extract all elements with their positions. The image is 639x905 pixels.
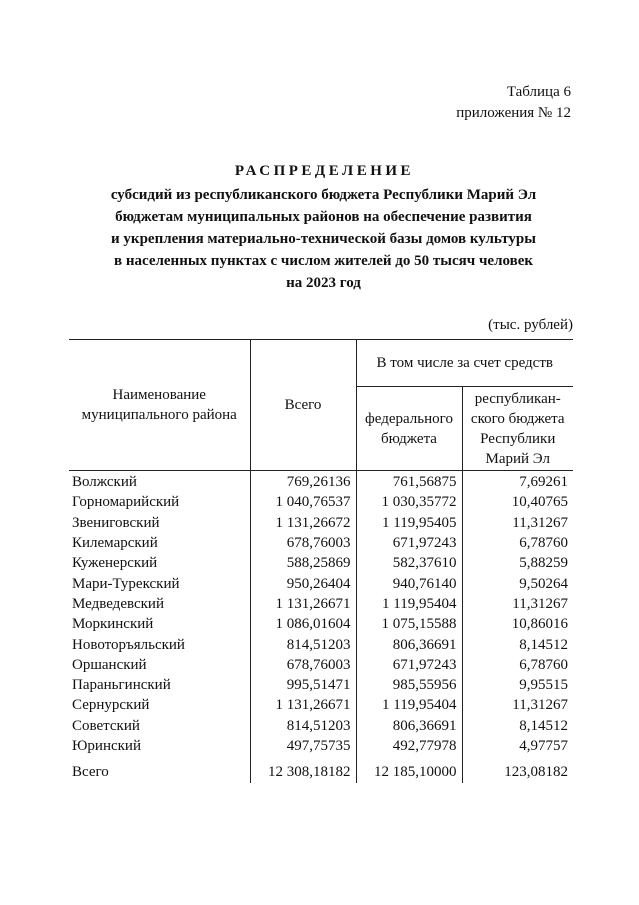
document-subtitle <box>8 184 639 294</box>
subsidy-table <box>69 339 573 783</box>
appendix-number: приложения № 12 <box>456 105 571 121</box>
column-header-federal: федерального бюджета <box>356 387 462 471</box>
table-row <box>69 573 573 593</box>
table-row <box>69 513 573 533</box>
table-row <box>69 471 573 493</box>
row-name: Килемарский <box>72 535 158 552</box>
row-total: 1 040,76537 <box>250 492 356 512</box>
row-name: Новоторъяльский <box>72 636 185 653</box>
table-row <box>69 675 573 695</box>
row-federal: 582,37610 <box>356 553 462 573</box>
table-row <box>69 736 573 756</box>
row-federal: 806,36691 <box>356 634 462 654</box>
grand-total: 12 308,18182 <box>250 756 356 783</box>
column-header-total: Всего <box>250 340 356 471</box>
row-name: Сернурский <box>72 697 150 714</box>
row-federal: 1 075,15588 <box>356 614 462 634</box>
row-federal: 1 119,95405 <box>356 513 462 533</box>
row-name: Параньгинский <box>72 677 171 694</box>
row-total: 497,75735 <box>250 736 356 756</box>
units-label: (тыс. рублей) <box>488 317 573 333</box>
table-body <box>69 471 573 784</box>
table-header <box>69 340 573 471</box>
row-name: Оршанский <box>72 656 147 673</box>
table-row <box>69 716 573 736</box>
row-federal: 492,77978 <box>356 736 462 756</box>
row-total: 1 086,01604 <box>250 614 356 634</box>
row-name: Горномарийский <box>72 494 180 511</box>
subtitle-line: субсидий из республиканского бюджета Республики Марий Эл <box>110 187 537 203</box>
total-row <box>69 756 573 783</box>
table-row <box>69 492 573 512</box>
table-row <box>69 655 573 675</box>
column-header-group: В том числе за счет средств <box>356 340 573 387</box>
row-federal: 1 119,95404 <box>356 695 462 715</box>
row-federal: 1 030,35772 <box>356 492 462 512</box>
table-row <box>69 594 573 614</box>
subtitle-line: бюджетам муниципальных районов на обеспечение развития <box>115 209 532 225</box>
row-republic: 10,86016 <box>462 614 573 634</box>
row-federal: 671,97243 <box>356 655 462 675</box>
subtitle-line: в населенных пунктах с числом жителей до 50 тысяч человек <box>113 253 534 269</box>
row-total: 1 131,26672 <box>250 513 356 533</box>
subtitle-line: на 2023 год <box>286 275 361 291</box>
row-total: 1 131,26671 <box>250 594 356 614</box>
total-republic: 123,08182 <box>462 756 573 783</box>
row-federal: 761,56875 <box>356 471 462 493</box>
row-republic: 4,97757 <box>462 736 573 756</box>
total-federal: 12 185,10000 <box>356 756 462 783</box>
row-republic: 6,78760 <box>462 533 573 553</box>
column-header-name: Наименование муниципального района <box>69 340 250 471</box>
row-federal: 985,55956 <box>356 675 462 695</box>
row-name: Волжский <box>72 474 137 491</box>
row-name: Мари-Турекский <box>72 575 180 592</box>
row-republic: 5,88259 <box>462 553 573 573</box>
subtitle-line: и укрепления материально-технической базы домов культуры <box>111 231 536 247</box>
row-republic: 8,14512 <box>462 634 573 654</box>
row-total: 1 131,26671 <box>250 695 356 715</box>
title-block <box>0 160 639 294</box>
row-total: 678,76003 <box>250 533 356 553</box>
table-number: Таблица 6 <box>506 84 571 100</box>
row-republic: 6,78760 <box>462 655 573 675</box>
row-total: 588,25869 <box>250 553 356 573</box>
document-title: РАСПРЕДЕЛЕНИЕ <box>234 163 415 179</box>
table-row <box>69 533 573 553</box>
row-republic: 11,31267 <box>462 594 573 614</box>
row-total: 769,26136 <box>250 471 356 493</box>
row-federal: 671,97243 <box>356 533 462 553</box>
row-name: Куженерский <box>72 555 158 572</box>
row-republic: 7,69261 <box>462 471 573 493</box>
row-total: 678,76003 <box>250 655 356 675</box>
document-header <box>456 82 571 124</box>
row-name: Моркинский <box>72 616 154 633</box>
total-label: Всего <box>72 764 109 781</box>
row-total: 814,51203 <box>250 716 356 736</box>
row-republic: 9,95515 <box>462 675 573 695</box>
row-republic: 11,31267 <box>462 513 573 533</box>
row-name: Советский <box>72 717 140 734</box>
row-republic: 8,14512 <box>462 716 573 736</box>
table-row <box>69 634 573 654</box>
row-republic: 11,31267 <box>462 695 573 715</box>
table-row <box>69 553 573 573</box>
table-row <box>69 614 573 634</box>
column-header-republic: республикан-ского бюджета Республики Марий Эл <box>462 387 573 471</box>
row-federal: 1 119,95404 <box>356 594 462 614</box>
row-republic: 10,40765 <box>462 492 573 512</box>
row-federal: 806,36691 <box>356 716 462 736</box>
row-total: 995,51471 <box>250 675 356 695</box>
row-federal: 940,76140 <box>356 573 462 593</box>
table-row <box>69 695 573 715</box>
row-total: 814,51203 <box>250 634 356 654</box>
row-name: Медведевский <box>72 595 164 612</box>
row-total: 950,26404 <box>250 573 356 593</box>
row-name: Звениговский <box>72 514 160 531</box>
row-name: Юринский <box>72 738 141 754</box>
row-republic: 9,50264 <box>462 573 573 593</box>
